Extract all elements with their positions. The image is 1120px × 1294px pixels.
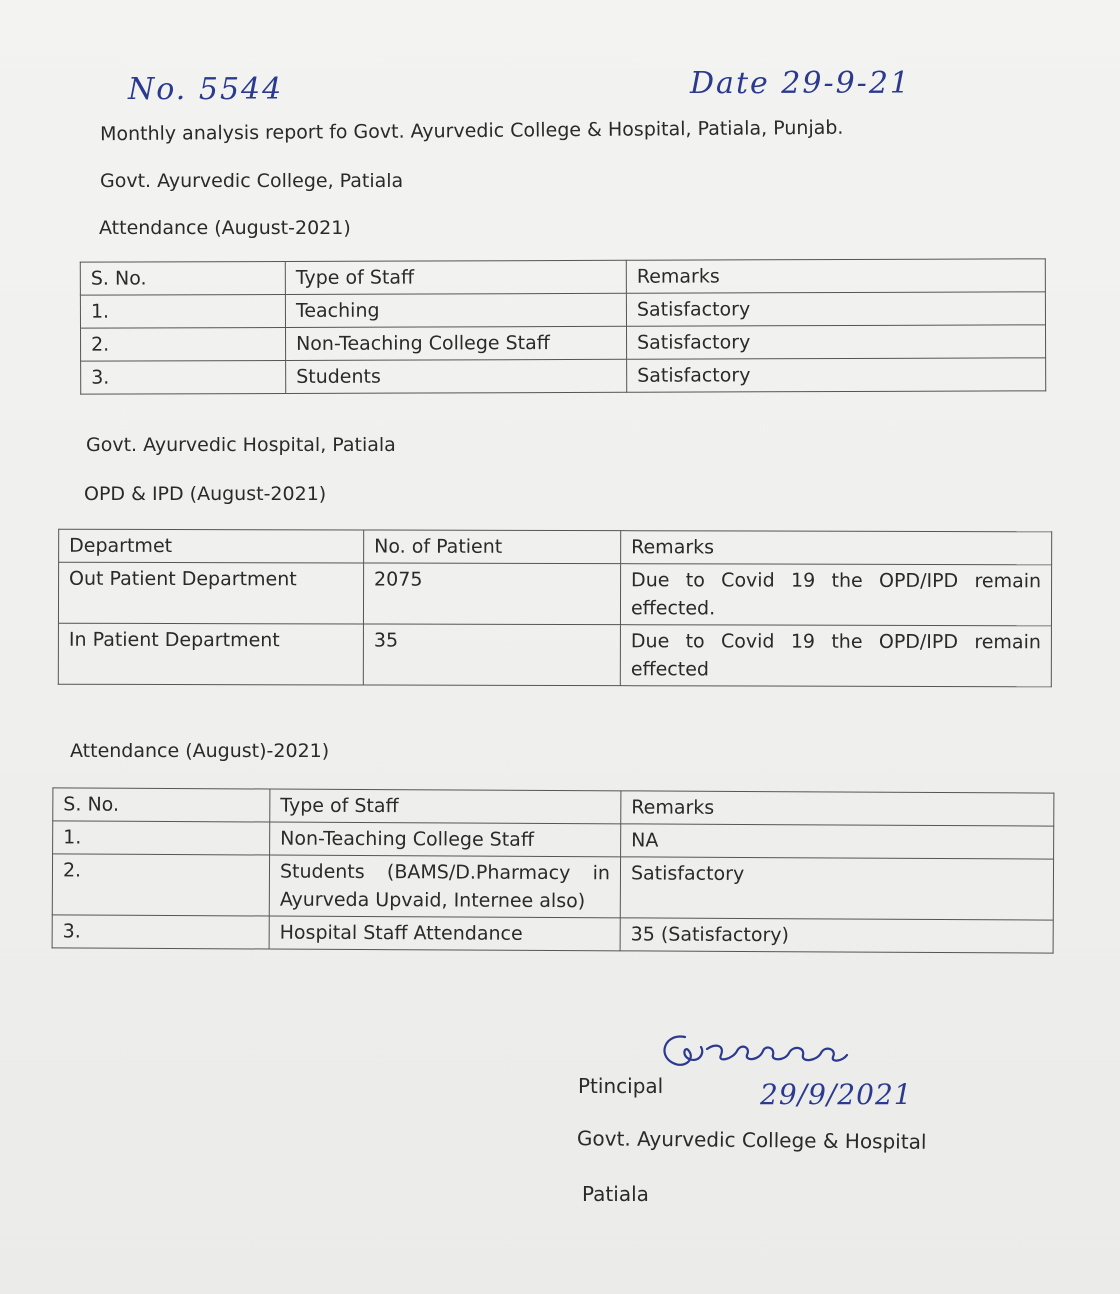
hospital-heading: Govt. Ayurvedic Hospital, Patiala — [86, 434, 396, 456]
college-attendance-table — [80, 258, 1046, 394]
cell-sno: 1. — [80, 294, 285, 328]
remarks-line-1: Due to Covid 19 the OPD/IPD remain — [631, 569, 1042, 593]
cell-remarks: Satisfactory — [626, 292, 1045, 326]
type-line-1: Students (BAMS/D.Pharmacy in — [279, 860, 611, 885]
cell-sno: 3. — [81, 360, 286, 394]
header-type-of-staff: Type of Staff — [285, 260, 626, 294]
report-title: Monthly analysis report fo Govt. Ayurvedic College & Hospital, Patiala, Punjab. — [99, 116, 844, 146]
table-row — [52, 915, 1053, 953]
table-header-row — [53, 788, 1054, 826]
cell-type: Students — [286, 359, 627, 393]
cell-remarks: 35 (Satisfactory) — [620, 918, 1053, 953]
header-type-of-staff: Type of Staff — [270, 789, 621, 824]
college-attendance-heading: Attendance (August-2021) — [99, 217, 351, 239]
cell-sno: 2. — [81, 327, 286, 361]
table-row — [52, 854, 1053, 920]
header-no-of-patient: No. of Patient — [364, 530, 621, 564]
header-remarks: Remarks — [621, 791, 1054, 826]
table-header-row — [59, 529, 1052, 565]
signature-mark — [655, 1025, 855, 1073]
header-remarks: Remarks — [621, 531, 1052, 565]
cell-sno: 2. — [52, 854, 269, 916]
cell-patients: 2075 — [363, 563, 620, 625]
opd-ipd-table — [58, 529, 1052, 688]
designation: Ptincipal — [578, 1074, 664, 1098]
type-line-2: Ayurveda Upvaid, Internee also) — [279, 888, 586, 913]
table-row — [80, 292, 1045, 328]
cell-type: Teaching — [285, 293, 626, 327]
header-sno: S. No. — [53, 788, 270, 822]
cell-type: Non-Teaching College Staff — [286, 326, 627, 360]
table-row — [53, 821, 1054, 859]
cell-remarks: NA — [621, 824, 1054, 859]
cell-remarks — [620, 625, 1051, 687]
handwritten-number: No. 5544 — [128, 72, 284, 107]
cell-remarks: Satisfactory — [627, 358, 1046, 392]
remarks-line-2: effected. — [630, 597, 716, 620]
header-department: Departmet — [59, 529, 364, 563]
college-heading: Govt. Ayurvedic College, Patiala — [100, 170, 404, 192]
institution-name: Govt. Ayurvedic College & Hospital — [576, 1126, 927, 1154]
cell-patients: 35 — [363, 624, 620, 686]
hospital-attendance-table — [52, 787, 1055, 953]
header-sno: S. No. — [80, 261, 285, 295]
remarks-line-2: effected — [630, 658, 709, 681]
city-name: Patiala — [582, 1182, 649, 1206]
header-remarks: Remarks — [626, 259, 1045, 293]
table-row — [81, 325, 1046, 361]
attendance2-heading: Attendance (August)-2021) — [70, 740, 330, 762]
remarks-line-1: Due to Covid 19 the OPD/IPD remain — [630, 630, 1041, 654]
cell-type: Hospital Staff Attendance — [269, 916, 620, 951]
cell-remarks — [620, 564, 1051, 626]
table-row — [81, 358, 1046, 394]
cell-department: In Patient Department — [58, 623, 363, 685]
cell-remarks: Satisfactory — [620, 857, 1053, 920]
opd-ipd-heading: OPD & IPD (August-2021) — [84, 483, 327, 505]
table-row — [58, 623, 1051, 687]
cell-sno: 1. — [53, 821, 270, 855]
cell-remarks: Satisfactory — [626, 325, 1045, 359]
signature-date: 29/9/2021 — [760, 1078, 913, 1111]
cell-department: Out Patient Department — [58, 562, 363, 624]
cell-type: Non-Teaching College Staff — [270, 822, 621, 857]
cell-type — [269, 855, 620, 918]
cell-sno: 3. — [52, 915, 269, 949]
table-header-row — [80, 259, 1045, 295]
handwritten-date: Date 29-9-21 — [690, 66, 911, 101]
table-row — [58, 562, 1051, 626]
